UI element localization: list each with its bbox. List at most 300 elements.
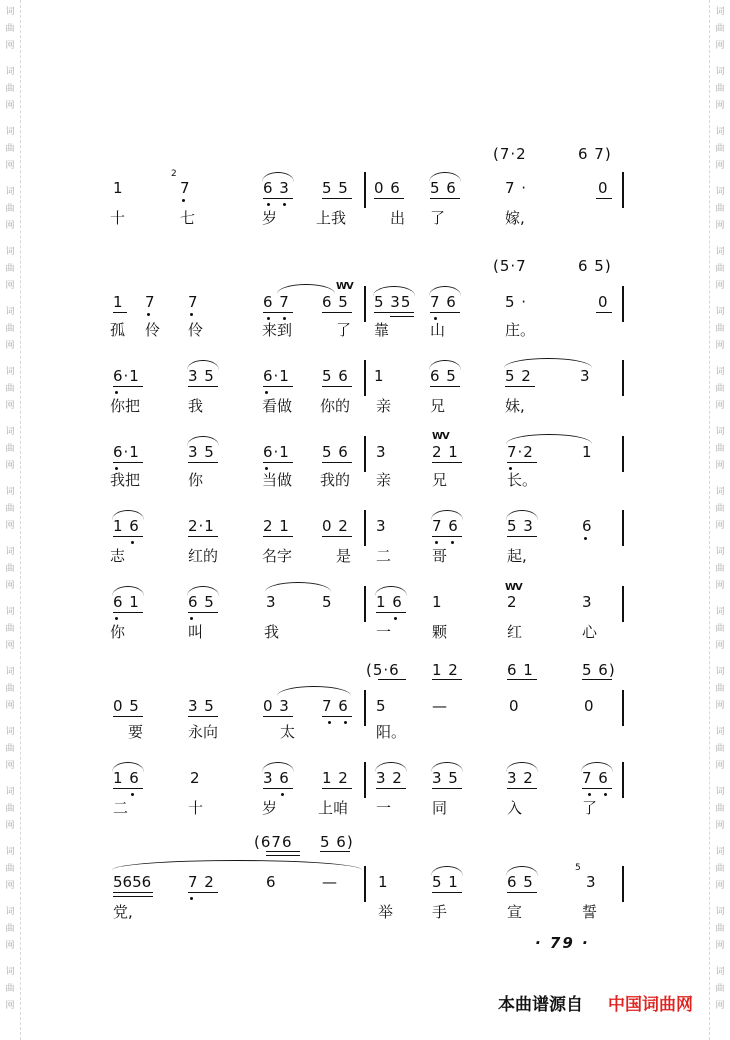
note: 6 (266, 873, 277, 891)
note: 1 (582, 443, 593, 461)
lyric: 亲 (376, 397, 392, 415)
watermark-char: 词 (5, 367, 15, 377)
underline (113, 612, 143, 613)
lyric: 了 (582, 799, 598, 817)
watermark-char: 词 (715, 427, 725, 437)
lyric: 太 (280, 723, 296, 741)
note: 2 (507, 593, 518, 611)
watermark-char: 词 (715, 727, 725, 737)
bar-line (622, 172, 624, 208)
note: 1 6 (376, 593, 403, 611)
underline (188, 612, 218, 613)
note: 3 5 (188, 697, 215, 715)
source-site-link[interactable]: 中国词曲网 (608, 995, 693, 1015)
octave-dot (394, 617, 397, 620)
lyric: 一 (376, 623, 392, 641)
watermark-char: 词 (5, 667, 15, 677)
lyric: 宣 (507, 903, 523, 921)
note: 3 (376, 517, 387, 535)
lyric: 你 (110, 623, 126, 641)
watermark-char: 曲 (715, 624, 725, 634)
watermark-char: 曲 (715, 564, 725, 574)
lyric: 同 (432, 799, 448, 817)
bar-line (364, 436, 366, 472)
watermark-char: 词 (715, 247, 725, 257)
watermark-char: 词 (5, 187, 15, 197)
note: 3 (582, 593, 593, 611)
underline (113, 716, 143, 717)
bar-line (622, 436, 624, 472)
lyric: 名字 (262, 547, 293, 565)
slur (112, 586, 144, 596)
underline (322, 386, 352, 387)
watermark-char: 词 (715, 187, 725, 197)
octave-dot (190, 313, 193, 316)
note: 6 5 (507, 873, 534, 891)
octave-dot (328, 721, 331, 724)
underline (263, 536, 293, 537)
trill-ornament: WV (432, 431, 449, 442)
underline (320, 851, 350, 852)
note: 0 (598, 179, 609, 197)
note: 5 3 (507, 517, 534, 535)
watermark-char: 曲 (715, 444, 725, 454)
lyric: 来到 (262, 321, 293, 339)
underline (582, 679, 612, 680)
lyric: 了 (336, 321, 352, 339)
underline (188, 386, 218, 387)
watermark-char: 词 (715, 67, 725, 77)
watermark-char: 词 (715, 967, 725, 977)
note: 7 · (505, 179, 528, 197)
watermark-char: 曲 (5, 24, 15, 34)
bar-line (622, 866, 624, 902)
slur (375, 762, 407, 772)
underline (432, 679, 462, 680)
octave-dot (344, 721, 347, 724)
watermark-char: 曲 (715, 204, 725, 214)
underline (188, 462, 218, 463)
note: 6·1 (113, 443, 140, 461)
underline (113, 386, 143, 387)
paren-phrase: (7·2 (493, 145, 527, 163)
underline (322, 312, 352, 313)
trill-ornament: WV (336, 281, 353, 292)
lyric: 一 (376, 799, 392, 817)
watermark-char: 网 (715, 221, 725, 231)
underline (263, 198, 293, 199)
lyric: 出 (390, 209, 406, 227)
watermark-char: 词 (715, 847, 725, 857)
lyric: 嫁, (505, 209, 525, 227)
watermark-char: 词 (715, 127, 725, 137)
note: 3 5 (188, 443, 215, 461)
slur (506, 762, 538, 772)
octave-dot (115, 467, 118, 470)
watermark-char: 网 (715, 161, 725, 171)
watermark-char: 词 (5, 967, 15, 977)
watermark-char: 词 (5, 727, 15, 737)
watermark-char: 曲 (5, 624, 15, 634)
note: 0 (509, 697, 520, 715)
note: 0 (584, 697, 595, 715)
lyric: 要 (128, 723, 144, 741)
grace-note: 2 (171, 169, 177, 179)
watermark-char: 网 (5, 641, 15, 651)
slur (265, 582, 331, 592)
lyric: 靠 (374, 321, 390, 339)
octave-dot (190, 617, 193, 620)
watermark-char: 词 (715, 547, 725, 557)
note: 1 (378, 873, 389, 891)
note: 6 5 (430, 367, 457, 385)
note: 0 2 (322, 517, 349, 535)
note: 6·1 (263, 367, 290, 385)
note: 0 6 (374, 179, 401, 197)
slur (504, 358, 592, 368)
note: 6 (582, 517, 593, 535)
underline (188, 716, 218, 717)
lyric: 看做 (262, 397, 293, 415)
bar-line (364, 172, 366, 208)
watermark-char: 曲 (715, 84, 725, 94)
lyric: 十 (110, 209, 126, 227)
lyric: 你把 (110, 397, 141, 415)
lyric: 岁 (262, 209, 278, 227)
watermark-char: 词 (715, 607, 725, 617)
watermark-char: 曲 (715, 504, 725, 514)
watermark-char: 网 (5, 41, 15, 51)
lyric: 岁 (262, 799, 278, 817)
note: 5 2 (505, 367, 532, 385)
note: 7 6 (432, 517, 459, 535)
watermark-char: 词 (715, 7, 725, 17)
watermark-char: 网 (715, 761, 725, 771)
lyric: 我 (188, 397, 204, 415)
watermark-char: 词 (5, 307, 15, 317)
note: 7 6 (322, 697, 349, 715)
watermark-char: 网 (5, 101, 15, 111)
underline (113, 312, 127, 313)
source-credit-label: 本曲谱源自 (498, 995, 583, 1015)
slur (506, 510, 538, 520)
bar-line (364, 286, 366, 322)
watermark-char: 曲 (715, 264, 725, 274)
underline (507, 679, 537, 680)
octave-dot (281, 793, 284, 796)
lyric: 哥 (432, 547, 448, 565)
bar-line (622, 510, 624, 546)
octave-dot (131, 793, 134, 796)
watermark-char: 曲 (5, 984, 15, 994)
watermark-char: 网 (5, 701, 15, 711)
note: 0 3 (263, 697, 290, 715)
note: 5 · (505, 293, 528, 311)
underline (263, 788, 293, 789)
note: 3 6 (263, 769, 290, 787)
paren-phrase: 6 1 (507, 661, 534, 679)
underline (378, 679, 406, 680)
paren-phrase: 5 6) (582, 661, 616, 679)
watermark-char: 曲 (715, 384, 725, 394)
lyric: 妹, (505, 397, 525, 415)
watermark-char: 网 (5, 221, 15, 231)
note: 1 6 (113, 517, 140, 535)
paren-phrase: 1 2 (432, 661, 459, 679)
watermark-char: 词 (715, 907, 725, 917)
bar-line (364, 866, 366, 902)
watermark-char: 曲 (5, 204, 15, 214)
watermark-char: 网 (5, 461, 15, 471)
lyric: 永向 (188, 723, 219, 741)
underline (322, 716, 352, 717)
note: 3 (376, 443, 387, 461)
underline (322, 198, 352, 199)
watermark-char: 网 (5, 1001, 15, 1011)
underline (322, 462, 352, 463)
paren-phrase: 6 5) (578, 257, 612, 275)
watermark-char: 词 (5, 487, 15, 497)
underline (266, 851, 300, 852)
paren-phrase: 5 6) (320, 833, 354, 851)
slur (373, 286, 415, 296)
underline (113, 536, 143, 537)
lyric: 举 (378, 903, 394, 921)
note: 6 3 (263, 179, 290, 197)
note: 6 1 (113, 593, 140, 611)
lyric: 上咱 (318, 799, 349, 817)
octave-dot (451, 541, 454, 544)
watermark-char: 网 (715, 641, 725, 651)
note: 3 2 (507, 769, 534, 787)
octave-dot (267, 203, 270, 206)
underline (507, 892, 537, 893)
watermark-char: 词 (5, 547, 15, 557)
lyric: 志 (110, 547, 126, 565)
underline (596, 312, 612, 313)
watermark-char: 曲 (715, 324, 725, 334)
underline (505, 386, 535, 387)
lyric: 山 (430, 321, 446, 339)
note: — (432, 697, 448, 715)
bar-line (364, 690, 366, 726)
note: 6·1 (113, 367, 140, 385)
grace-note: 5 (575, 863, 581, 873)
note: 6 5 (188, 593, 215, 611)
underline (430, 198, 460, 199)
watermark-char: 网 (715, 341, 725, 351)
note: 7 (145, 293, 156, 311)
lyric: 兄 (430, 397, 446, 415)
bar-line (364, 510, 366, 546)
underline (432, 892, 462, 893)
watermark-char: 网 (715, 581, 725, 591)
note: 7·2 (507, 443, 534, 461)
watermark-char: 网 (715, 101, 725, 111)
watermark-char: 词 (5, 787, 15, 797)
watermark-char: 曲 (5, 84, 15, 94)
watermark-char: 词 (5, 907, 15, 917)
lyric: 手 (432, 903, 448, 921)
watermark-char: 网 (5, 761, 15, 771)
watermark-char: 词 (5, 7, 15, 17)
note: 2·1 (188, 517, 215, 535)
watermark-char: 词 (5, 67, 15, 77)
trill-ornament: WV (505, 582, 522, 593)
slur (277, 284, 335, 294)
note: 5 5 (322, 179, 349, 197)
watermark-char: 网 (5, 341, 15, 351)
octave-dot (182, 199, 185, 202)
note: 5 1 (432, 873, 459, 891)
note: 0 (598, 293, 609, 311)
note: 6 5 (322, 293, 349, 311)
underline (430, 312, 460, 313)
underline (188, 536, 218, 537)
watermark-char: 曲 (715, 744, 725, 754)
note: 3 (580, 367, 591, 385)
watermark-char: 曲 (5, 924, 15, 934)
lyric: 十 (188, 799, 204, 817)
watermark-char: 网 (715, 821, 725, 831)
note: 5 (322, 593, 333, 611)
lyric: 二 (113, 799, 129, 817)
note: 6 7 (263, 293, 290, 311)
note: 3 2 (376, 769, 403, 787)
lyric: 亲 (376, 471, 392, 489)
underline (432, 462, 462, 463)
lyric: 红 (507, 623, 523, 641)
underline (430, 386, 460, 387)
watermark-char: 曲 (715, 684, 725, 694)
watermark-char: 曲 (5, 564, 15, 574)
note: 7 6 (430, 293, 457, 311)
lyric: 入 (507, 799, 523, 817)
page-number: · 79 · (535, 934, 590, 952)
note: 1 (113, 293, 124, 311)
slur (506, 866, 538, 876)
lyric: 伶 (188, 321, 204, 339)
note: 7 (188, 293, 199, 311)
note: 7 (180, 179, 191, 197)
watermark-char: 曲 (5, 264, 15, 274)
watermark-char: 词 (5, 127, 15, 137)
watermark-char: 曲 (5, 684, 15, 694)
underline (507, 788, 537, 789)
watermark-char: 曲 (5, 804, 15, 814)
underline (113, 892, 153, 893)
lyric: 党, (113, 903, 133, 921)
octave-dot (131, 541, 134, 544)
lyric: 心 (582, 623, 598, 641)
watermark-char: 曲 (5, 444, 15, 454)
octave-dot (283, 203, 286, 206)
paren-phrase: (5·7 (493, 257, 527, 275)
watermark-char: 曲 (715, 924, 725, 934)
octave-dot (190, 897, 193, 900)
watermark-char: 网 (5, 521, 15, 531)
bar-line (622, 762, 624, 798)
underline (263, 462, 293, 463)
octave-dot (283, 317, 286, 320)
slur (262, 172, 294, 182)
lyric: 我把 (110, 471, 141, 489)
slur (581, 762, 613, 772)
lyric: 庄。 (505, 321, 536, 339)
slur (187, 586, 219, 596)
bar-line (622, 360, 624, 396)
underline (263, 716, 293, 717)
lyric: 长。 (507, 471, 538, 489)
underline (113, 788, 143, 789)
note: 1 2 (322, 769, 349, 787)
watermark-char: 词 (715, 667, 725, 677)
note: 3 5 (432, 769, 459, 787)
watermark-char: 网 (5, 821, 15, 831)
note: — (322, 873, 338, 891)
lyric: 你 (188, 471, 204, 489)
watermark-char: 网 (715, 401, 725, 411)
underline (376, 612, 406, 613)
lyric: 我的 (320, 471, 351, 489)
underline (322, 536, 352, 537)
slur (112, 762, 144, 772)
lyric: 颗 (432, 623, 448, 641)
note: 5 35 (374, 293, 412, 311)
octave-dot (115, 617, 118, 620)
watermark-char: 词 (715, 487, 725, 497)
paren-phrase: (5·6 (366, 661, 400, 679)
watermark-char: 词 (5, 427, 15, 437)
watermark-char: 网 (715, 281, 725, 291)
note: 7 2 (188, 873, 215, 891)
bar-line (622, 586, 624, 622)
lyric: 兄 (432, 471, 448, 489)
lyric: 我 (264, 623, 280, 641)
underline (507, 462, 537, 463)
note: 2 1 (432, 443, 459, 461)
octave-dot (604, 793, 607, 796)
watermark-char: 网 (715, 1001, 725, 1011)
slur (112, 860, 362, 870)
paren-phrase: 6 7) (578, 145, 612, 163)
watermark-char: 曲 (5, 744, 15, 754)
bar-line (364, 586, 366, 622)
watermark-char: 曲 (5, 144, 15, 154)
watermark-char: 词 (715, 787, 725, 797)
bar-line (364, 762, 366, 798)
watermark-char: 词 (715, 367, 725, 377)
underline (507, 536, 537, 537)
note: 7 6 (582, 769, 609, 787)
underline (390, 316, 414, 317)
lyric: 是 (336, 547, 352, 565)
underline (188, 892, 218, 893)
slur (375, 586, 407, 596)
octave-dot (115, 391, 118, 394)
lyric: 孤 (110, 321, 126, 339)
octave-dot (509, 467, 512, 470)
octave-dot (265, 467, 268, 470)
note: 6·1 (263, 443, 290, 461)
octave-dot (267, 317, 270, 320)
watermark-char: 网 (715, 701, 725, 711)
slur (429, 172, 461, 182)
slur (431, 762, 463, 772)
underline (432, 536, 462, 537)
watermark-char: 网 (5, 161, 15, 171)
watermark-char: 曲 (5, 324, 15, 334)
